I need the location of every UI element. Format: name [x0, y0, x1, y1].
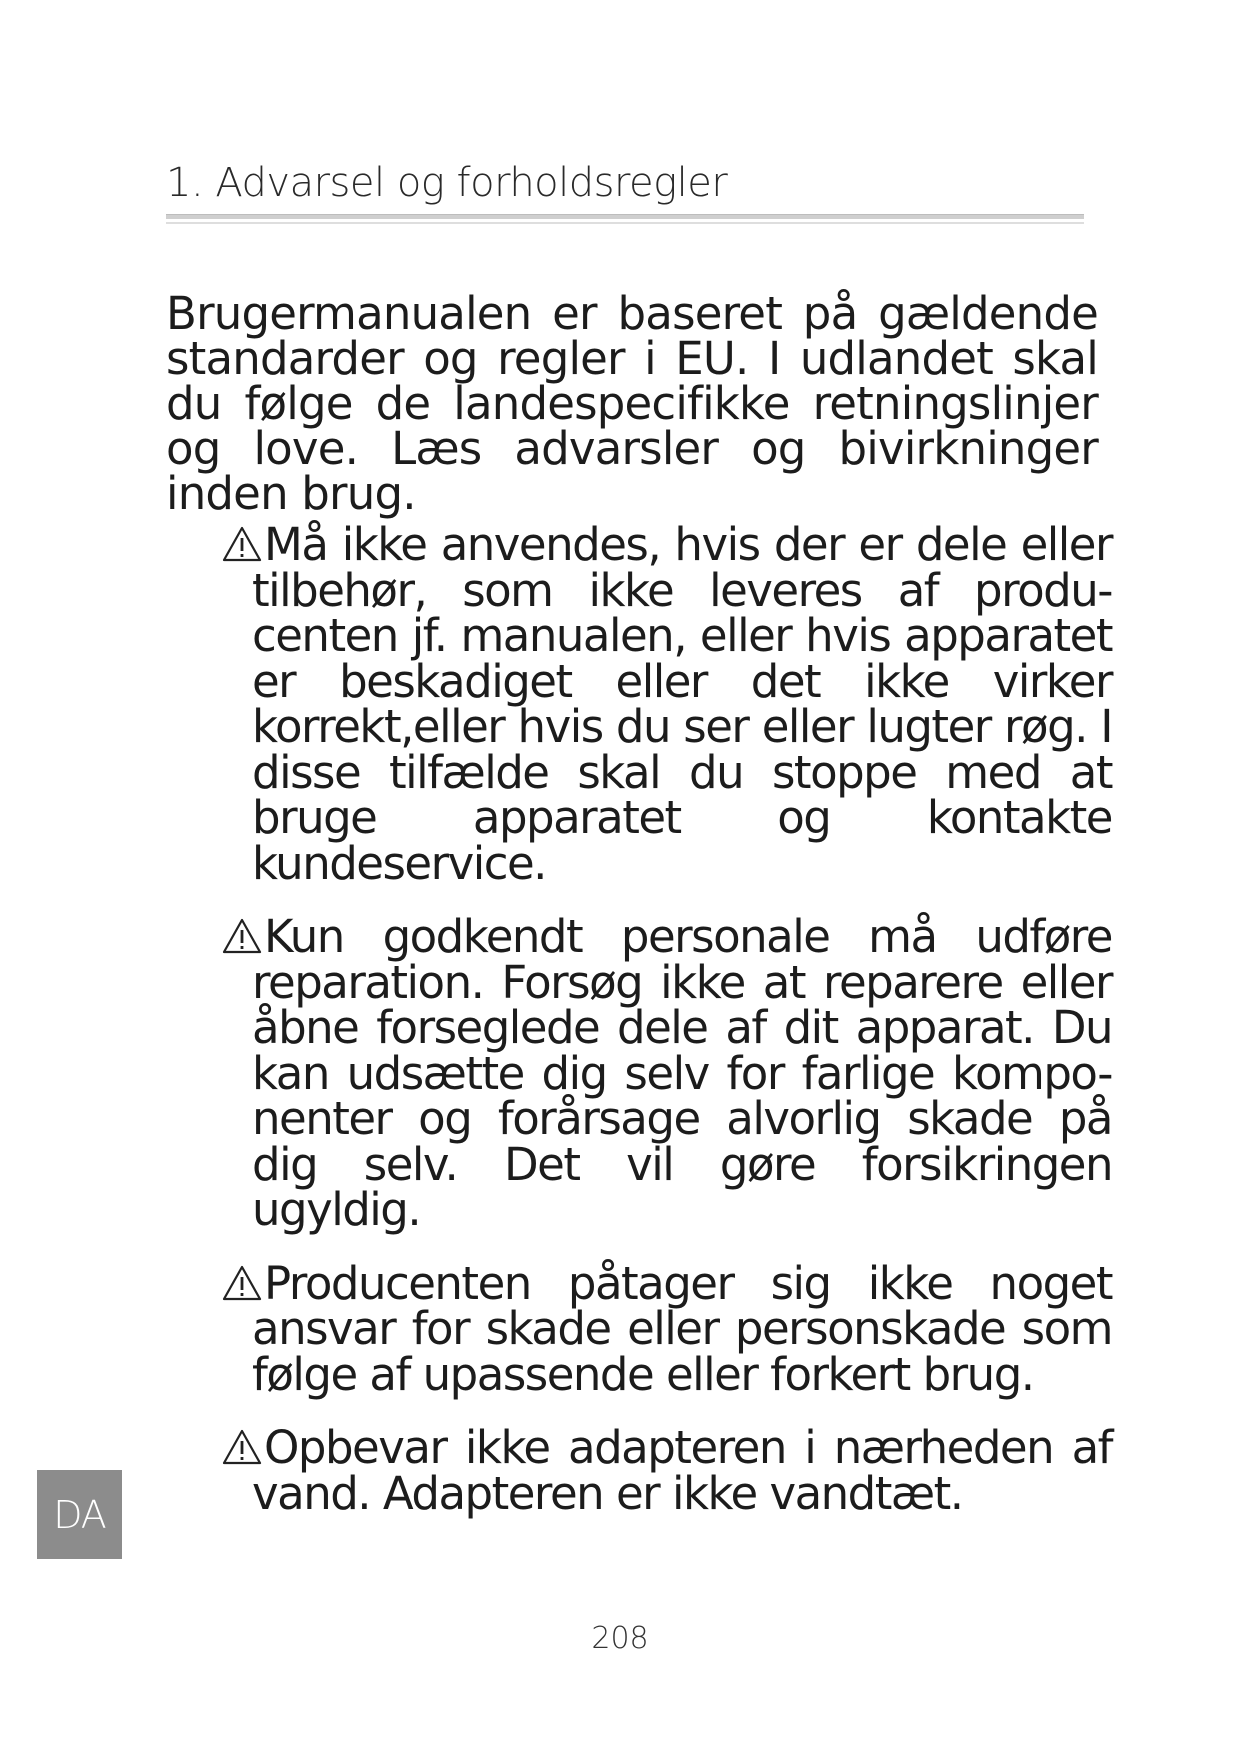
warning-text: Producenten påtager sig ikke noget ansvar for skade eller personskade som følge af upassende eller forkert brug.	[252, 1256, 1112, 1401]
section-heading: 1. Advarsel og forholdsregler	[166, 160, 728, 206]
warning-triangle-icon	[222, 918, 262, 954]
warning-triangle-icon	[222, 1429, 262, 1465]
warning-triangle-icon	[222, 1265, 262, 1301]
warning-list	[222, 518, 1112, 1520]
language-tab: DA	[37, 1470, 122, 1559]
warning-item	[222, 1421, 1112, 1520]
heading-rule	[166, 214, 1084, 219]
warning-text: Må ikke anvendes, hvis der er dele eller tilbehør, som ikke leveres af produ- centen jf. manualen, eller hvis apparatet er beskadiget eller det ikke virker korrekt,eller hvis du ser eller lugter røg. I disse tilfælde skal du stoppe med at bruge apparatet og kontakte kundeservice.	[252, 518, 1112, 890]
intro-paragraph: Brugermanualen er baseret på gældende standarder og regler i EU. I udlandet skal du følge de landespecifikke retningslinjer og love. Læs advarsler og bivirkninger inden brug.	[166, 287, 1098, 520]
warning-text: Kun godkendt personale må udføre reparation. Forsøg ikke at reparere eller åbne forseglede dele af dit apparat. Du kan udsætte dig selv for farlige kompo- nenter og forårsage alvorlig skade på dig selv. Det vil gøre forsikringen ugyldig.	[252, 910, 1112, 1236]
warning-item	[222, 1256, 1112, 1401]
warning-text: Opbevar ikke adapteren i nærheden af vand. Adapteren er ikke vandtæt.	[252, 1421, 1112, 1520]
warning-triangle-icon	[222, 526, 262, 562]
page-number: 208	[591, 1621, 649, 1656]
heading-rule-secondary	[166, 222, 1084, 224]
warning-item	[222, 518, 1112, 890]
warning-item	[222, 910, 1112, 1236]
